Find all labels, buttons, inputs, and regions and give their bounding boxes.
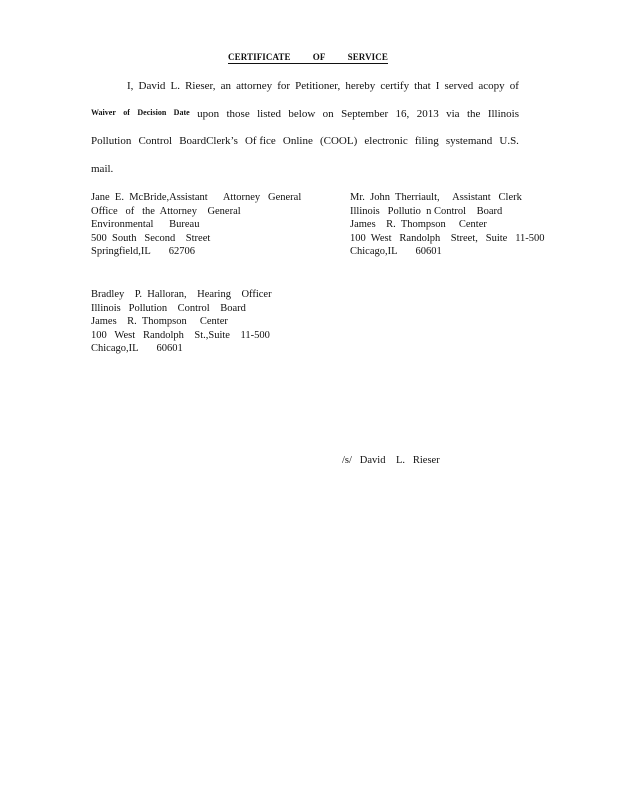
signature-line: /s/ David L. Rieser: [342, 455, 440, 466]
paragraph-line-1: [127, 80, 519, 92]
document-title-word: Waiver: [91, 108, 116, 117]
word: that: [414, 80, 431, 92]
word: below: [288, 108, 316, 120]
document-title-word: of: [123, 108, 130, 117]
address-line: 100 West Randolph Street, Suite 11-500: [350, 232, 545, 244]
address-line: Chicago,IL 60601: [350, 246, 442, 258]
page-title: [228, 52, 388, 64]
word: U.S.: [499, 135, 519, 147]
word: upon: [197, 108, 220, 120]
word: on: [322, 108, 334, 120]
word: systemand: [445, 135, 493, 147]
address-line: Office of the Attorney General: [91, 205, 241, 217]
word: listed: [257, 108, 281, 120]
word: certify: [380, 80, 410, 92]
title-word-service: SERVICE: [347, 52, 388, 62]
word: September: [341, 108, 389, 120]
word: served: [444, 80, 474, 92]
address-line: Chicago,IL 60601: [91, 343, 183, 355]
word: acopy: [478, 80, 505, 92]
word: those: [226, 108, 250, 120]
word: BoardClerk’s: [179, 135, 238, 147]
address-line: Illinois Pollutio n Control Board: [350, 205, 503, 217]
word: 2013: [416, 108, 439, 120]
address-line: James R. Thompson Center: [91, 316, 228, 328]
document-title-word: Date: [173, 108, 190, 117]
word: Rieser,: [185, 80, 216, 92]
word: Of fice: [244, 135, 276, 147]
address-line: Mr. John Therriault, Assistant Clerk: [350, 192, 522, 203]
word: Pollution: [91, 135, 132, 147]
word: L.: [170, 80, 180, 92]
recipient-address-block: [91, 288, 272, 356]
word: (COOL): [319, 135, 358, 147]
word: Petitioner,: [295, 80, 341, 92]
address-line: Jane E. McBride,Assistant Attorney General: [91, 192, 302, 203]
document-title-word: Decision: [137, 108, 167, 117]
word: attorney: [236, 80, 273, 92]
word: David: [138, 80, 166, 92]
word: I: [435, 80, 440, 92]
word: the: [466, 108, 481, 120]
word: Control: [138, 135, 173, 147]
word: of: [509, 80, 519, 92]
word: I,: [127, 80, 134, 92]
title-word-of: OF: [312, 52, 326, 62]
address-line: 100 West Randolph St.,Suite 11-500: [91, 329, 270, 341]
address-line: Springfield,IL 62706: [91, 246, 196, 258]
address-line: 500 South Second Street: [91, 232, 211, 244]
word: 16,: [395, 108, 410, 120]
word: Online: [282, 135, 313, 147]
word: hereby: [345, 80, 376, 92]
word: for: [277, 80, 291, 92]
word: filing: [414, 135, 439, 147]
address-line: Environmental Bureau: [91, 219, 200, 231]
recipient-address-block: [350, 191, 545, 259]
recipient-address-block: [91, 191, 301, 259]
word: an: [220, 80, 231, 92]
word: mail.: [91, 163, 114, 175]
address-line: James R. Thompson Center: [350, 219, 487, 231]
address-line: Bradley P. Halloran, Hearing Officer: [91, 289, 272, 300]
word: Illinois: [487, 108, 519, 120]
word: electronic: [364, 135, 408, 147]
title-word-certificate: CERTIFICATE: [228, 52, 291, 62]
paragraph-line-4: [91, 163, 519, 175]
address-line: Illinois Pollution Control Board: [91, 302, 246, 314]
paragraph-line-2: [91, 108, 519, 120]
word: via: [446, 108, 460, 120]
paragraph-line-3: [91, 135, 519, 147]
